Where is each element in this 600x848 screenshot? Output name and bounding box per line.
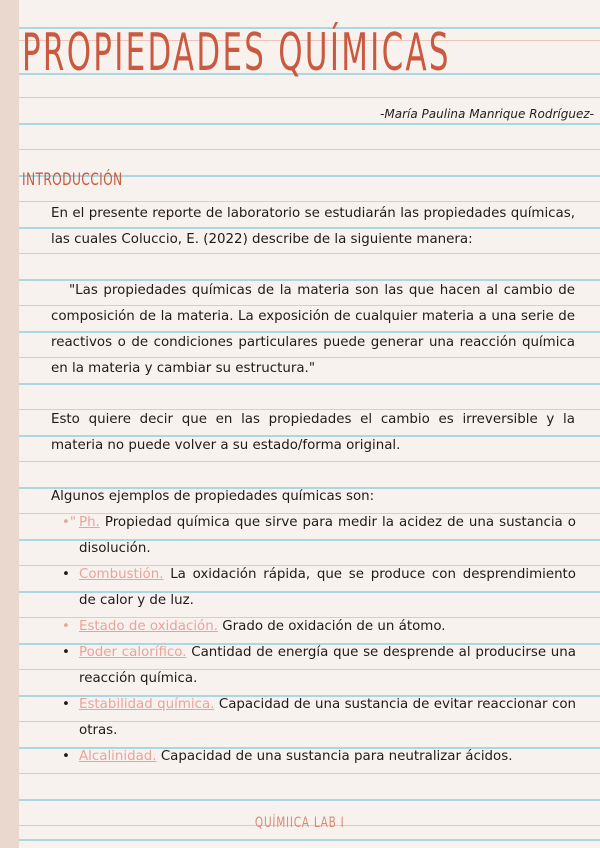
list-item — [62, 562, 576, 614]
example-term: Alcalinidad. — [79, 749, 157, 764]
example-description: Capacidad de una sustancia de evitar reaccionar con otras. — [79, 697, 576, 738]
bullet-icon: •" — [62, 515, 77, 530]
list-item — [62, 614, 576, 640]
example-description: Grado de oxidación de un átomo. — [218, 619, 446, 634]
examples-intro: Algunos ejemplos de propiedades químicas son: — [51, 489, 375, 504]
list-item — [62, 510, 576, 562]
example-term: Estabilidad química. — [79, 697, 215, 712]
example-term: Ph. — [79, 515, 100, 530]
bullet-icon: • — [62, 645, 70, 660]
examples-list — [62, 510, 576, 770]
example-description: La oxidación rápida, que se produce con desprendimiento de calor y de luz. — [79, 567, 576, 608]
page-title: PROPIEDADES QUÍMICAS — [22, 23, 451, 83]
meaning-paragraph: Esto quiere decir que en las propiedades el cambio es irreversible y la materia no puede volver a su estado/forma original. — [51, 412, 575, 453]
intro-paragraph: En el presente reporte de laboratorio se estudiarán las propiedades químicas, las cuales Coluccio, E. (2022) describe de la siguiente manera: — [51, 206, 575, 247]
example-term: Poder calorífico. — [79, 645, 187, 660]
example-description: Cantidad de energía que se desprende al producirse una reacción química. — [79, 645, 576, 686]
footer-label: QUÍMIICA LAB I — [255, 815, 345, 831]
list-item — [62, 692, 576, 744]
example-term: Combustión. — [79, 567, 164, 582]
bullet-icon: • — [62, 749, 70, 764]
bullet-icon: • — [62, 697, 70, 712]
author-name: -María Paulina Manrique Rodríguez- — [380, 107, 594, 121]
example-description: Capacidad de una sustancia para neutralizar ácidos. — [156, 749, 513, 764]
bullet-icon: • — [62, 567, 70, 582]
quote-paragraph: "Las propiedades químicas de la materia son las que hacen al cambio de composición de la materia. La exposición de cualquier materia a una serie de reactivos o de condiciones particulares puede generar una reacción química en la materia y cambiar su estructura." — [51, 283, 575, 376]
list-item — [62, 744, 576, 770]
bullet-icon: • — [62, 619, 70, 634]
list-item — [62, 640, 576, 692]
margin-strip — [0, 0, 19, 848]
example-description: Propiedad química que sirve para medir la acidez de una sustancia o disolución. — [79, 515, 576, 556]
section-heading: INTRODUCCIÓN — [22, 170, 123, 190]
example-term: Estado de oxidación. — [79, 619, 218, 634]
footer — [0, 815, 600, 831]
